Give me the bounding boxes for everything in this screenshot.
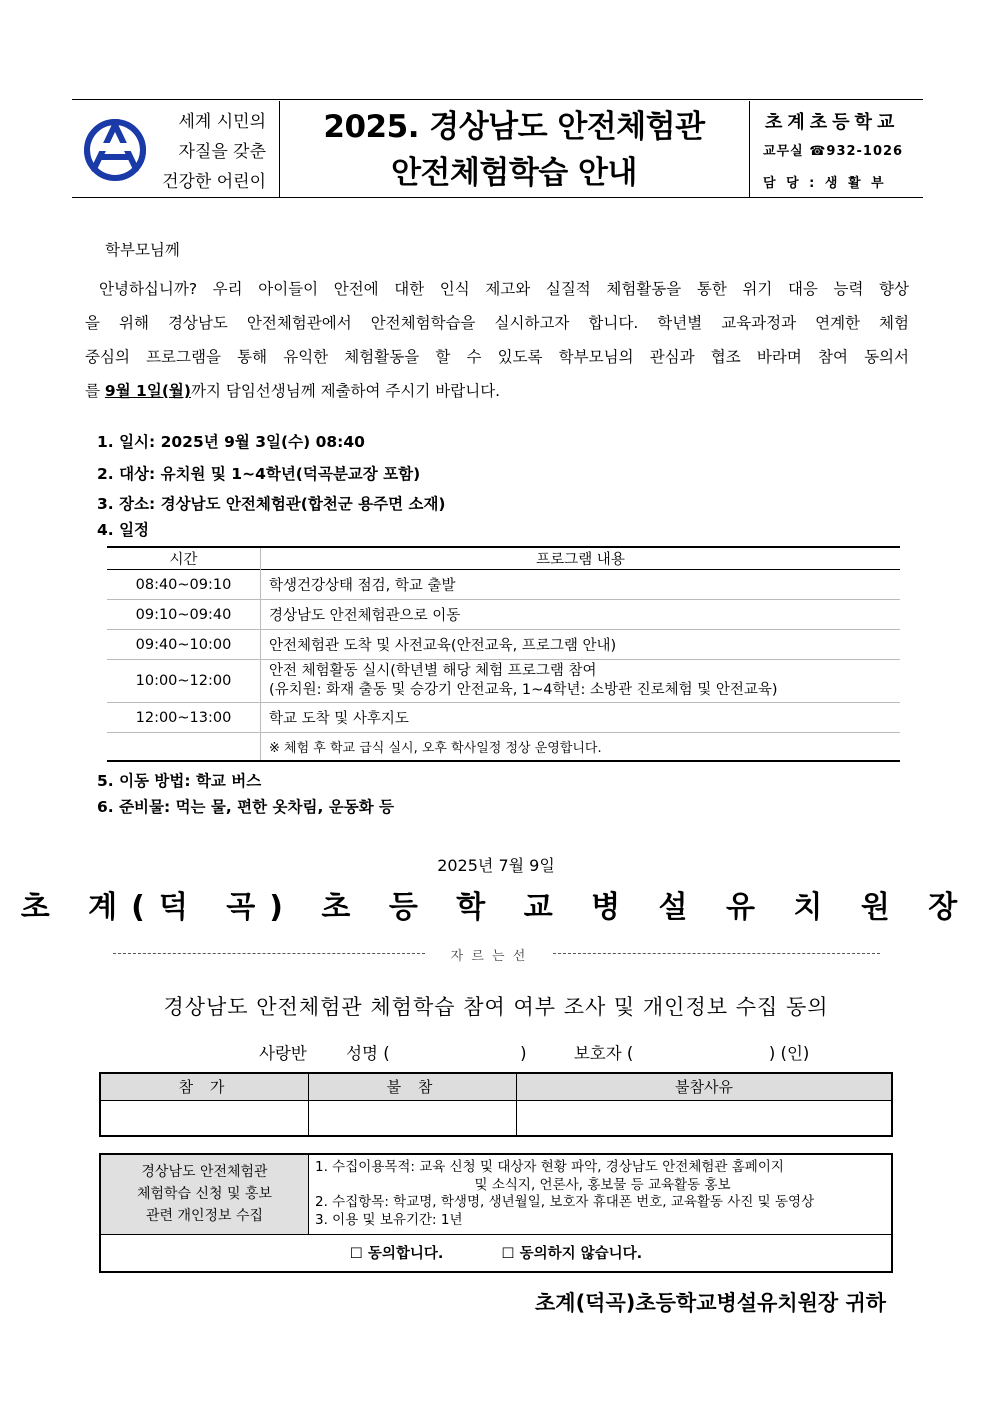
consent-info-row <box>100 1154 892 1234</box>
school-phone: 교무실 ☎932-1026 <box>763 144 904 159</box>
consent-detail-line: 1. 수집이용목적: 교육 신청 및 대상자 현황 파악, 경상남도 안전체험관 홈페이지 <box>315 1159 784 1176</box>
schedule-table <box>107 546 900 762</box>
letter-body <box>85 272 909 408</box>
table-header <box>100 1073 892 1100</box>
item-transport: 5. 이동 방법: 학교 버스 <box>97 772 262 790</box>
table-row <box>107 600 900 630</box>
schedule-note: ※ 체험 후 학교 급식 실시, 오후 학사일정 정상 운영합니다. <box>269 740 602 756</box>
header-top-rule <box>72 99 923 100</box>
table-row <box>107 703 900 733</box>
disagree-checkbox[interactable]: ☐ <box>501 1246 515 1263</box>
submission-deadline: 9월 1일(월) <box>104 382 191 400</box>
school-motto <box>150 107 266 197</box>
body-line: 안녕하십니까? 우리 아이들이 안전에 대한 인식 제고와 실질적 체험활동을 통한 위기 대응 능력 향상 <box>99 280 909 298</box>
header-bottom-rule <box>72 197 923 198</box>
table-note-row <box>107 733 900 761</box>
body-line <box>85 374 909 408</box>
motto-line: 자질을 갖춘 <box>178 142 266 162</box>
row-time: 09:10~09:40 <box>107 600 261 630</box>
row-program: 학생건강상태 점검, 학교 출발 <box>269 578 456 594</box>
table-row <box>100 1100 892 1136</box>
body-text: 를 <box>85 382 105 400</box>
motto-line: 세계 시민의 <box>178 112 266 132</box>
attendance-table <box>99 1072 893 1137</box>
reason-cell[interactable] <box>517 1100 893 1136</box>
table-row <box>107 570 900 600</box>
table-header <box>107 547 900 570</box>
row-time: 10:00~12:00 <box>107 660 261 703</box>
row-time: 08:40~09:10 <box>107 570 261 600</box>
consent-detail-line: 3. 이용 및 보유기간: 1년 <box>315 1211 463 1228</box>
item-place: 3. 장소: 경상남도 안전체험관(합천군 용주면 소재) <box>97 495 446 513</box>
consent-details <box>309 1154 893 1234</box>
consent-table <box>99 1153 893 1273</box>
cut-line-left <box>113 953 425 954</box>
item-date: 1. 일시: 2025년 9월 3일(수) 08:40 <box>97 433 365 451</box>
category-line: 경상남도 안전체험관 <box>141 1164 268 1181</box>
class-label: 사랑반 <box>259 1044 307 1063</box>
row-program <box>261 660 901 703</box>
title-line-2: 안전체험학습 안내 <box>391 155 637 191</box>
header-divider <box>279 101 280 197</box>
motto-line: 건강한 어린이 <box>162 172 266 192</box>
consent-choices <box>100 1234 892 1272</box>
header-divider <box>749 101 750 197</box>
item-supplies: 6. 준비물: 먹는 물, 편한 옷차림, 운동화 등 <box>97 798 395 816</box>
student-info-line <box>259 1040 809 1064</box>
consent-choice-row <box>100 1234 892 1272</box>
col-attend: 참 가 <box>100 1073 309 1100</box>
item-target: 2. 대상: 유치원 및 1~4학년(덕곡분교장 포함) <box>97 465 421 483</box>
attend-cell[interactable] <box>100 1100 309 1136</box>
body-text: 까지 담임선생님께 제출하여 주시기 바랍니다. <box>190 382 501 400</box>
program-line: 안전 체험활동 실시(학년별 해당 체험 프로그램 참여 <box>269 663 597 679</box>
letter-date: 2025년 7월 9일 <box>437 856 555 875</box>
greeting: 학부모님께 <box>105 241 180 259</box>
cut-line-right <box>553 953 880 954</box>
closing-recipient: 초계(덕곡)초등학교병설유치원장 귀하 <box>535 1291 887 1315</box>
consent-category <box>100 1154 309 1234</box>
program-line: (유치원: 화재 출동 및 승강기 안전교육, 1~4학년: 소방관 진로체험 및 안전교육) <box>269 682 778 698</box>
col-time: 시간 <box>107 547 261 570</box>
body-line: 중심의 프로그램을 통해 유익한 체험활동을 할 수 있도록 학부모님의 관심과 협조 바라며 참여 동의서 <box>85 348 909 366</box>
category-line: 체험학습 신청 및 홍보 <box>136 1186 273 1203</box>
school-logo-icon <box>82 117 148 181</box>
col-absent: 불 참 <box>309 1073 517 1100</box>
col-reason: 불참사유 <box>517 1073 893 1100</box>
absent-cell[interactable] <box>309 1100 517 1136</box>
cut-line-label: 자 르 는 선 <box>450 949 528 964</box>
row-time: 12:00~13:00 <box>107 703 261 733</box>
principal-title: 초 계(덕 곡) 초 등 학 교 병 설 유 치 원 장 <box>20 890 972 925</box>
page-title <box>281 104 747 196</box>
school-name: 초계초등학교 <box>765 112 900 133</box>
item-schedule: 4. 일정 <box>97 521 150 539</box>
category-line: 관련 개인정보 수집 <box>145 1208 264 1225</box>
guardian-close: ) (인) <box>768 1044 810 1063</box>
row-time: 09:40~10:00 <box>107 630 261 660</box>
agree-label: 동의합니다. <box>367 1246 444 1263</box>
body-line: 을 위해 경상남도 안전체험관에서 안전체험학습을 실시하고자 합니다. 학년별 교육과정과 연계한 체험 <box>85 314 909 332</box>
name-label: 성명 ( <box>346 1044 390 1063</box>
row-program: 학교 도착 및 사후지도 <box>269 711 409 727</box>
row-program: 경상남도 안전체험관으로 이동 <box>269 608 461 624</box>
disagree-label: 동의하지 않습니다. <box>519 1246 643 1263</box>
guardian-label: 보호자 ( <box>573 1044 634 1063</box>
col-program: 프로그램 내용 <box>261 547 901 570</box>
table-row <box>107 660 900 703</box>
consent-detail-line: 및 소식지, 언론사, 홍보물 등 교육활동 홍보 <box>474 1176 731 1193</box>
title-line-1: 2025. 경상남도 안전체험관 <box>323 109 705 145</box>
table-row <box>107 630 900 660</box>
survey-title: 경상남도 안전체험관 체험학습 참여 여부 조사 및 개인정보 수집 동의 <box>163 995 829 1019</box>
consent-detail-line: 2. 수집항목: 학교명, 학생명, 생년월일, 보호자 휴대폰 번호, 교육활동 사진 및 동영상 <box>315 1194 815 1211</box>
responsible-dept: 담 당 : 생 활 부 <box>763 176 887 191</box>
row-program: 안전체험관 도착 및 사전교육(안전교육, 프로그램 안내) <box>269 638 617 654</box>
name-close: ) <box>520 1044 527 1063</box>
agree-checkbox[interactable]: ☐ <box>349 1246 363 1263</box>
